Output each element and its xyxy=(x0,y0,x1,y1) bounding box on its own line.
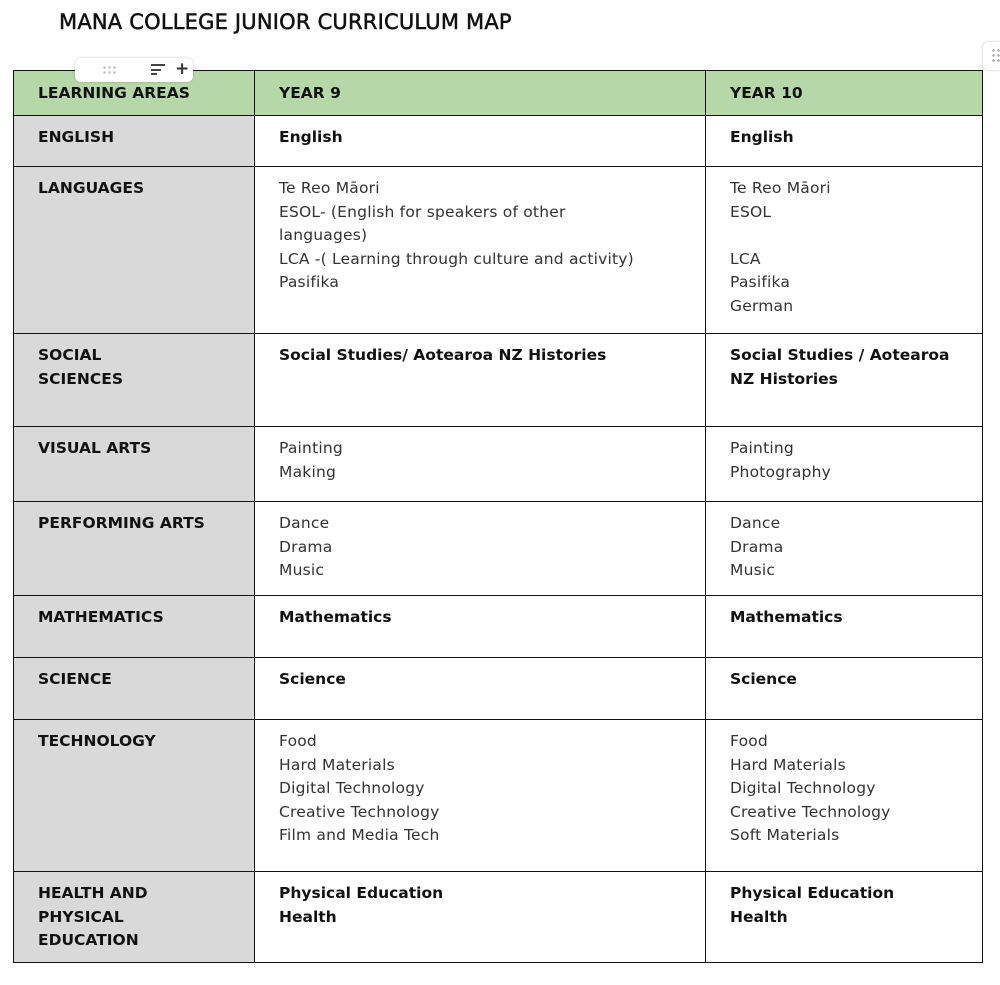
learning-area-line: EDUCATION xyxy=(38,931,139,949)
year-9-cell xyxy=(255,720,706,872)
year-9-cell xyxy=(255,334,706,427)
table-row xyxy=(14,658,983,720)
learning-area-line: PERFORMING ARTS xyxy=(38,514,205,532)
header-label: LEARNING AREAS xyxy=(38,84,190,102)
subject-item: Pasifika xyxy=(279,273,340,291)
year-10-cell xyxy=(706,167,983,334)
subject-item: Creative Technology xyxy=(279,802,440,821)
year-9-cell xyxy=(255,658,706,720)
header-year-10 xyxy=(706,71,983,116)
subject-item: Te Reo Māori xyxy=(279,179,380,197)
subject-item: LCA -( Learning through culture and activity) xyxy=(279,249,634,268)
year-10-cell xyxy=(706,720,983,872)
curriculum-table xyxy=(13,70,983,963)
subject-list xyxy=(255,872,705,929)
learning-area-line: SCIENCES xyxy=(38,369,123,388)
learning-area-line: LANGUAGES xyxy=(38,179,145,197)
subject-item: Creative Technology xyxy=(730,802,891,821)
learning-area-label xyxy=(14,334,254,391)
learning-area-line: VISUAL ARTS xyxy=(38,439,152,457)
year-10-cell xyxy=(706,502,983,596)
subject-item: Making xyxy=(279,462,337,481)
drag-handle-icon[interactable] xyxy=(991,48,1000,64)
header-label: YEAR 9 xyxy=(279,84,341,102)
subject-item: Music xyxy=(730,561,776,579)
learning-area-line: MATHEMATICS xyxy=(38,608,164,626)
drag-handle-icon[interactable] xyxy=(102,65,116,75)
sort-icon[interactable] xyxy=(151,64,165,76)
subject-list xyxy=(706,658,982,692)
subject-list xyxy=(706,872,982,929)
learning-area-line: SOCIAL xyxy=(38,346,102,364)
subject-item: Hard Materials xyxy=(730,755,846,774)
subject-list xyxy=(255,596,705,630)
subject-item: Food xyxy=(730,732,768,750)
table-row xyxy=(14,334,983,427)
subject-item: LCA xyxy=(730,249,761,268)
learning-area-cell xyxy=(14,502,255,596)
subject-list xyxy=(255,427,705,484)
table-row xyxy=(14,116,983,167)
table-toolbar[interactable] xyxy=(75,58,193,82)
subject-item: Painting xyxy=(279,439,343,457)
learning-area-cell xyxy=(14,720,255,872)
learning-area-label xyxy=(14,596,254,630)
learning-area-label xyxy=(14,427,254,461)
subject-item: English xyxy=(730,128,794,146)
header-label: YEAR 10 xyxy=(730,84,803,102)
table-row xyxy=(14,502,983,596)
learning-area-label xyxy=(14,116,254,150)
subject-item: Food xyxy=(279,732,317,750)
table-row xyxy=(14,720,983,872)
subject-item: Digital Technology xyxy=(730,779,876,797)
subject-item: Health xyxy=(730,907,788,926)
subject-item: NZ Histories xyxy=(730,369,838,388)
subject-item: Music xyxy=(279,561,325,579)
learning-area-line: SCIENCE xyxy=(38,670,112,688)
learning-area-label xyxy=(14,720,254,754)
subject-item: Social Studies/ Aotearoa NZ Histories xyxy=(279,346,607,364)
learning-area-cell xyxy=(14,167,255,334)
year-9-cell xyxy=(255,502,706,596)
subject-list xyxy=(706,502,982,583)
side-drag-handle[interactable] xyxy=(983,42,1000,70)
subject-list xyxy=(255,502,705,583)
subject-item: Mathematics xyxy=(279,608,392,626)
subject-item: Physical Education xyxy=(730,884,895,902)
learning-area-line: ENGLISH xyxy=(38,128,115,146)
blank-line xyxy=(730,224,982,248)
subject-list xyxy=(255,167,705,295)
subject-item: languages) xyxy=(279,226,368,244)
header-year-9 xyxy=(255,71,706,116)
learning-area-label xyxy=(14,502,254,536)
subject-item: Mathematics xyxy=(730,608,843,626)
subject-item: German xyxy=(730,296,794,315)
learning-area-cell xyxy=(14,596,255,658)
subject-item: Drama xyxy=(730,537,784,556)
year-10-cell xyxy=(706,596,983,658)
subject-item: English xyxy=(279,128,343,146)
subject-item: Painting xyxy=(730,439,794,457)
subject-list xyxy=(706,334,982,391)
year-10-cell xyxy=(706,334,983,427)
year-9-cell xyxy=(255,167,706,334)
subject-item: Dance xyxy=(279,514,330,532)
plus-icon[interactable]: + xyxy=(175,59,190,79)
year-9-cell xyxy=(255,427,706,502)
subject-item: Digital Technology xyxy=(279,779,425,797)
subject-item: Soft Materials xyxy=(730,826,840,844)
subject-item: Drama xyxy=(279,537,333,556)
subject-item: Physical Education xyxy=(279,884,444,902)
subject-list xyxy=(255,116,705,150)
subject-item: Dance xyxy=(730,514,781,532)
learning-area-label xyxy=(14,872,254,953)
year-9-cell xyxy=(255,596,706,658)
learning-area-label xyxy=(14,167,254,201)
subject-list xyxy=(706,167,982,318)
subject-list xyxy=(706,596,982,630)
learning-area-line: HEALTH AND xyxy=(38,884,148,902)
learning-area-cell xyxy=(14,658,255,720)
learning-area-cell xyxy=(14,427,255,502)
subject-list xyxy=(706,427,982,484)
learning-area-cell xyxy=(14,872,255,963)
subject-list xyxy=(255,658,705,692)
subject-list xyxy=(255,720,705,848)
subject-item: ESOL- (English for speakers of other xyxy=(279,202,566,221)
subject-item: Te Reo Māori xyxy=(730,179,831,197)
year-10-cell xyxy=(706,658,983,720)
subject-item: Science xyxy=(279,670,346,688)
learning-area-cell xyxy=(14,334,255,427)
subject-item: Pasifika xyxy=(730,273,791,291)
table-row xyxy=(14,596,983,658)
subject-item: Social Studies / Aotearoa xyxy=(730,346,950,364)
table-row xyxy=(14,427,983,502)
subject-list xyxy=(706,720,982,848)
subject-list xyxy=(706,116,982,150)
year-9-cell xyxy=(255,116,706,167)
subject-item: Photography xyxy=(730,462,831,481)
table-row xyxy=(14,872,983,963)
year-10-cell xyxy=(706,872,983,963)
subject-item: ESOL xyxy=(730,202,772,221)
table-row xyxy=(14,167,983,334)
subject-list xyxy=(255,334,705,368)
subject-item: Health xyxy=(279,907,337,926)
learning-area-line: PHYSICAL xyxy=(38,907,124,926)
learning-area-line: TECHNOLOGY xyxy=(38,732,156,750)
year-10-cell xyxy=(706,116,983,167)
learning-area-cell xyxy=(14,116,255,167)
subject-item: Hard Materials xyxy=(279,755,395,774)
learning-area-label xyxy=(14,658,254,692)
year-10-cell xyxy=(706,427,983,502)
subject-item: Film and Media Tech xyxy=(279,826,440,844)
page-title: MANA COLLEGE JUNIOR CURRICULUM MAP xyxy=(59,10,512,34)
subject-item: Science xyxy=(730,670,797,688)
year-9-cell xyxy=(255,872,706,963)
